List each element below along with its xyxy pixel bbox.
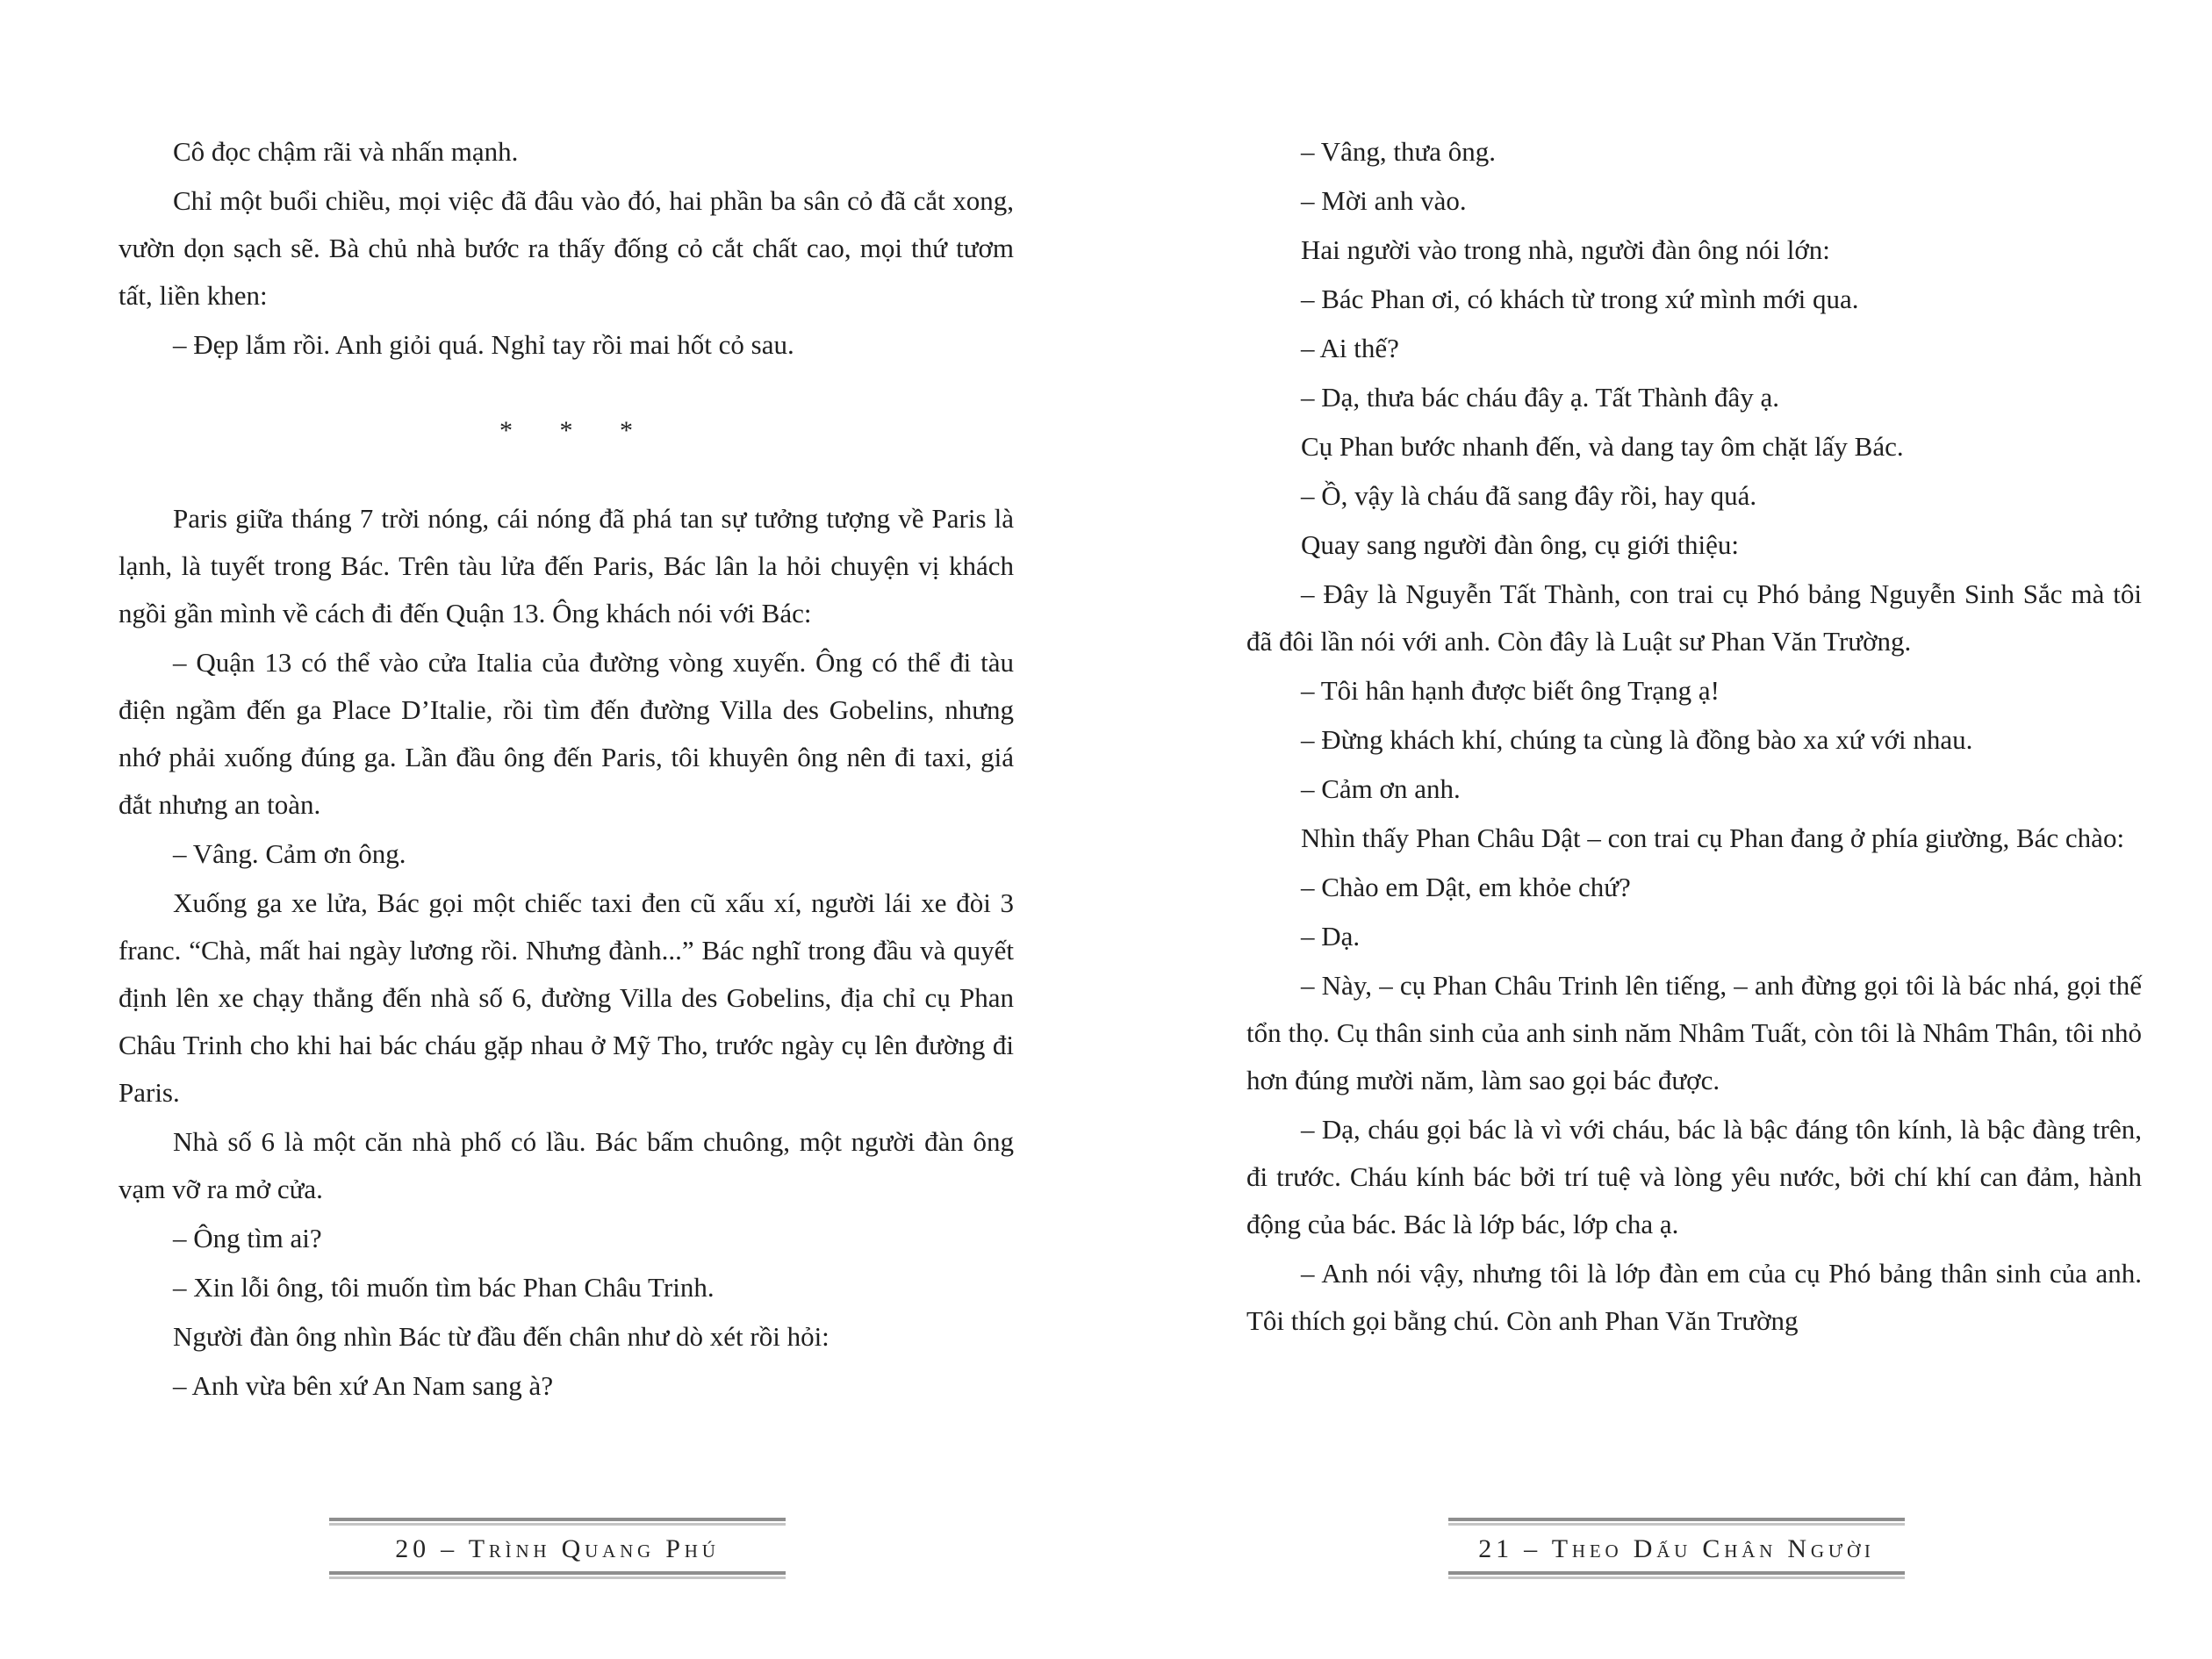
dialogue-paragraph: – Ồ, vậy là cháu đã sang đây rồi, hay quá. xyxy=(1301,480,1757,511)
dialogue-paragraph: – Cảm ơn anh. xyxy=(1301,773,1461,804)
footer-rule-bottom xyxy=(329,1571,786,1579)
paragraph: Người đàn ông nhìn Bác từ đầu đến chân như dò xét rồi hỏi: xyxy=(173,1321,830,1352)
dialogue-paragraph: – Anh nói vậy, nhưng tôi là lớp đàn em của cụ Phó bảng thân sinh của anh. Tôi thích gọi bằng chú. Còn anh Phan Văn Trường xyxy=(1246,1258,2142,1336)
paragraph: Xuống ga xe lửa, Bác gọi một chiếc taxi đen cũ xấu xí, người lái xe đòi 3 franc. “Chà, mất hai ngày lương rồi. Nhưng đành...” Bác nghĩ trong đầu và quyết định lên xe chạy thẳng đến nhà số 6, đường Villa des Gobelins, địa chỉ cụ Phan Châu Trinh cho khi hai bác cháu gặp nhau ở Mỹ Tho, trước ngày cụ lên đường đi Paris. xyxy=(118,887,1014,1108)
dialogue-paragraph: – Đừng khách khí, chúng ta cùng là đồng bào xa xứ với nhau. xyxy=(1301,724,1973,755)
page-21-text-block xyxy=(1246,126,2142,1347)
paragraph: Cụ Phan bước nhanh đến, và dang tay ôm chặt lấy Bác. xyxy=(1301,431,1904,462)
page-20-footer-text: 20 – Trình Quang Phú xyxy=(395,1534,720,1563)
dialogue-paragraph: – Tôi hân hạnh được biết ông Trạng ạ! xyxy=(1301,675,1720,706)
dialogue-paragraph: – Dạ, thưa bác cháu đây ạ. Tất Thành đây ạ. xyxy=(1301,382,1780,413)
footer-rule-top xyxy=(1448,1518,1905,1526)
paragraph: Paris giữa tháng 7 trời nóng, cái nóng đã phá tan sự tưởng tượng về Paris là lạnh, là tuyết trong Bác. Trên tàu lửa đến Paris, Bác lân la hỏi chuyện vị khách ngồi gần mình về cách đi đến Quận 13. Ông khách nói với Bác: xyxy=(118,503,1014,628)
dialogue-paragraph: – Mời anh vào. xyxy=(1301,185,1467,216)
dialogue-paragraph: – Này, – cụ Phan Châu Trinh lên tiếng, – anh đừng gọi tôi là bác nhá, gọi thế tổn thọ. Cụ thân sinh của anh sinh năm Nhâm Tuất, còn tôi là Nhâm Thân, tôi nhỏ hơn đúng mười năm, làm sao gọi bác được. xyxy=(1246,970,2142,1095)
paragraph: Nhà số 6 là một căn nhà phố có lầu. Bác bấm chuông, một người đàn ông vạm vỡ ra mở cửa. xyxy=(118,1126,1014,1204)
dialogue-paragraph: – Dạ. xyxy=(1301,921,1361,952)
section-separator: * * * xyxy=(499,416,633,445)
dialogue-paragraph: – Đẹp lắm rồi. Anh giỏi quá. Nghỉ tay rồi mai hốt cỏ sau. xyxy=(173,329,794,360)
dialogue-paragraph: – Ông tìm ai? xyxy=(173,1223,322,1253)
dialogue-paragraph: – Đây là Nguyễn Tất Thành, con trai cụ Phó bảng Nguyễn Sinh Sắc mà tôi đã đôi lần nói với anh. Còn đây là Luật sư Phan Văn Trường. xyxy=(1246,578,2142,657)
page-21-footer xyxy=(1448,1518,1905,1579)
footer-rule-top xyxy=(329,1518,786,1526)
page-21-footer-text: 21 – Theo Dấu Chân Người xyxy=(1478,1534,1875,1563)
dialogue-paragraph: – Vâng, thưa ông. xyxy=(1301,136,1497,167)
paragraph: Chỉ một buổi chiều, mọi việc đã đâu vào đó, hai phần ba sân cỏ đã cắt xong, vườn dọn sạch sẽ. Bà chủ nhà bước ra thấy đống cỏ cắt chất cao, mọi thứ tươm tất, liền khen: xyxy=(118,185,1014,311)
dialogue-paragraph: – Quận 13 có thể vào cửa Italia của đường vòng xuyến. Ông có thể đi tàu điện ngầm đến ga Place D’Italie, rồi tìm đến đường Villa des Gobelins, nhưng nhớ phải xuống đúng ga. Lần đầu ông đến Paris, tôi khuyên ông nên đi taxi, giá đắt nhưng an toàn. xyxy=(118,647,1014,820)
dialogue-paragraph: – Dạ, cháu gọi bác là vì với cháu, bác là bậc đáng tôn kính, là bậc đàng trên, đi trước. Cháu kính bác bởi trí tuệ và lòng yêu nước, bởi chí khí can đảm, hành động của bác. Bác là lớp bác, lớp cha ạ. xyxy=(1246,1114,2142,1239)
dialogue-paragraph: – Anh vừa bên xứ An Nam sang à? xyxy=(173,1370,554,1401)
paragraph: Nhìn thấy Phan Châu Dật – con trai cụ Phan đang ở phía giường, Bác chào: xyxy=(1301,822,2125,853)
footer-rule-bottom xyxy=(1448,1571,1905,1579)
paragraph: Quay sang người đàn ông, cụ giới thiệu: xyxy=(1301,529,1740,560)
paragraph: Cô đọc chậm rãi và nhấn mạnh. xyxy=(173,136,519,167)
dialogue-paragraph: – Ai thế? xyxy=(1301,333,1399,363)
dialogue-paragraph: – Bác Phan ơi, có khách từ trong xứ mình mới qua. xyxy=(1301,284,1859,314)
page-20-footer xyxy=(329,1518,786,1579)
dialogue-paragraph: – Chào em Dật, em khỏe chứ? xyxy=(1301,872,1631,902)
dialogue-paragraph: – Xin lỗi ông, tôi muốn tìm bác Phan Châu Trinh. xyxy=(173,1272,715,1303)
page-20-text-block xyxy=(118,126,1014,1411)
dialogue-paragraph: – Vâng. Cảm ơn ông. xyxy=(173,838,406,869)
paragraph: Hai người vào trong nhà, người đàn ông nói lớn: xyxy=(1301,234,1830,265)
